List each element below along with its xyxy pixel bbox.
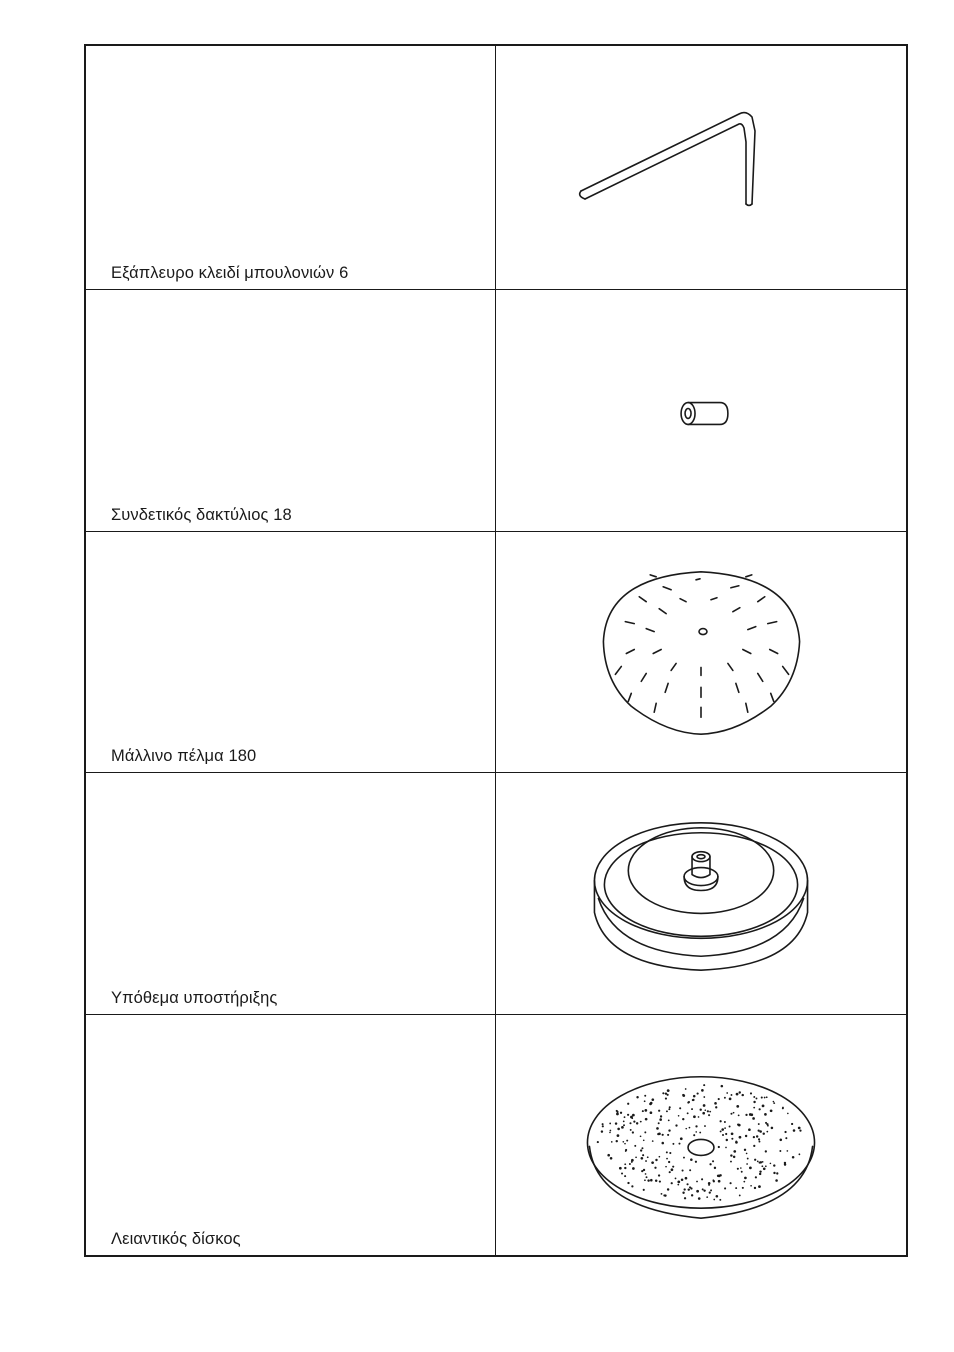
sanding-disc-icon (496, 1015, 906, 1255)
image-cell (496, 532, 906, 772)
label-cell (86, 46, 496, 289)
part-label: Συνδετικός δακτύλιος 18 (111, 506, 292, 524)
label-cell (86, 290, 496, 531)
image-cell (496, 1015, 906, 1255)
image-cell (496, 773, 906, 1014)
part-label: Μάλλινο πέλμα 180 (111, 747, 257, 765)
label-cell (86, 773, 496, 1014)
grit-texture (597, 1084, 802, 1201)
hex-key-icon (496, 46, 906, 289)
part-label: Εξάπλευρο κλειδί μπουλονιών 6 (111, 264, 349, 282)
image-cell (496, 46, 906, 289)
label-cell (86, 1015, 496, 1255)
connecting-ring-icon (496, 290, 906, 531)
part-row-wool-pad (86, 531, 906, 772)
part-row-hex-key (86, 46, 906, 289)
label-cell (86, 532, 496, 772)
part-label: Λειαντικός δίσκος (111, 1230, 241, 1248)
part-row-connecting-ring (86, 289, 906, 531)
part-label: Υπόθεμα υποστήριξης (111, 989, 278, 1007)
wool-pad-icon (496, 532, 906, 772)
parts-table (84, 44, 908, 1257)
part-row-backing-pad (86, 772, 906, 1014)
image-cell (496, 290, 906, 531)
backing-pad-icon (496, 773, 906, 1014)
part-row-sanding-disc (86, 1014, 906, 1255)
